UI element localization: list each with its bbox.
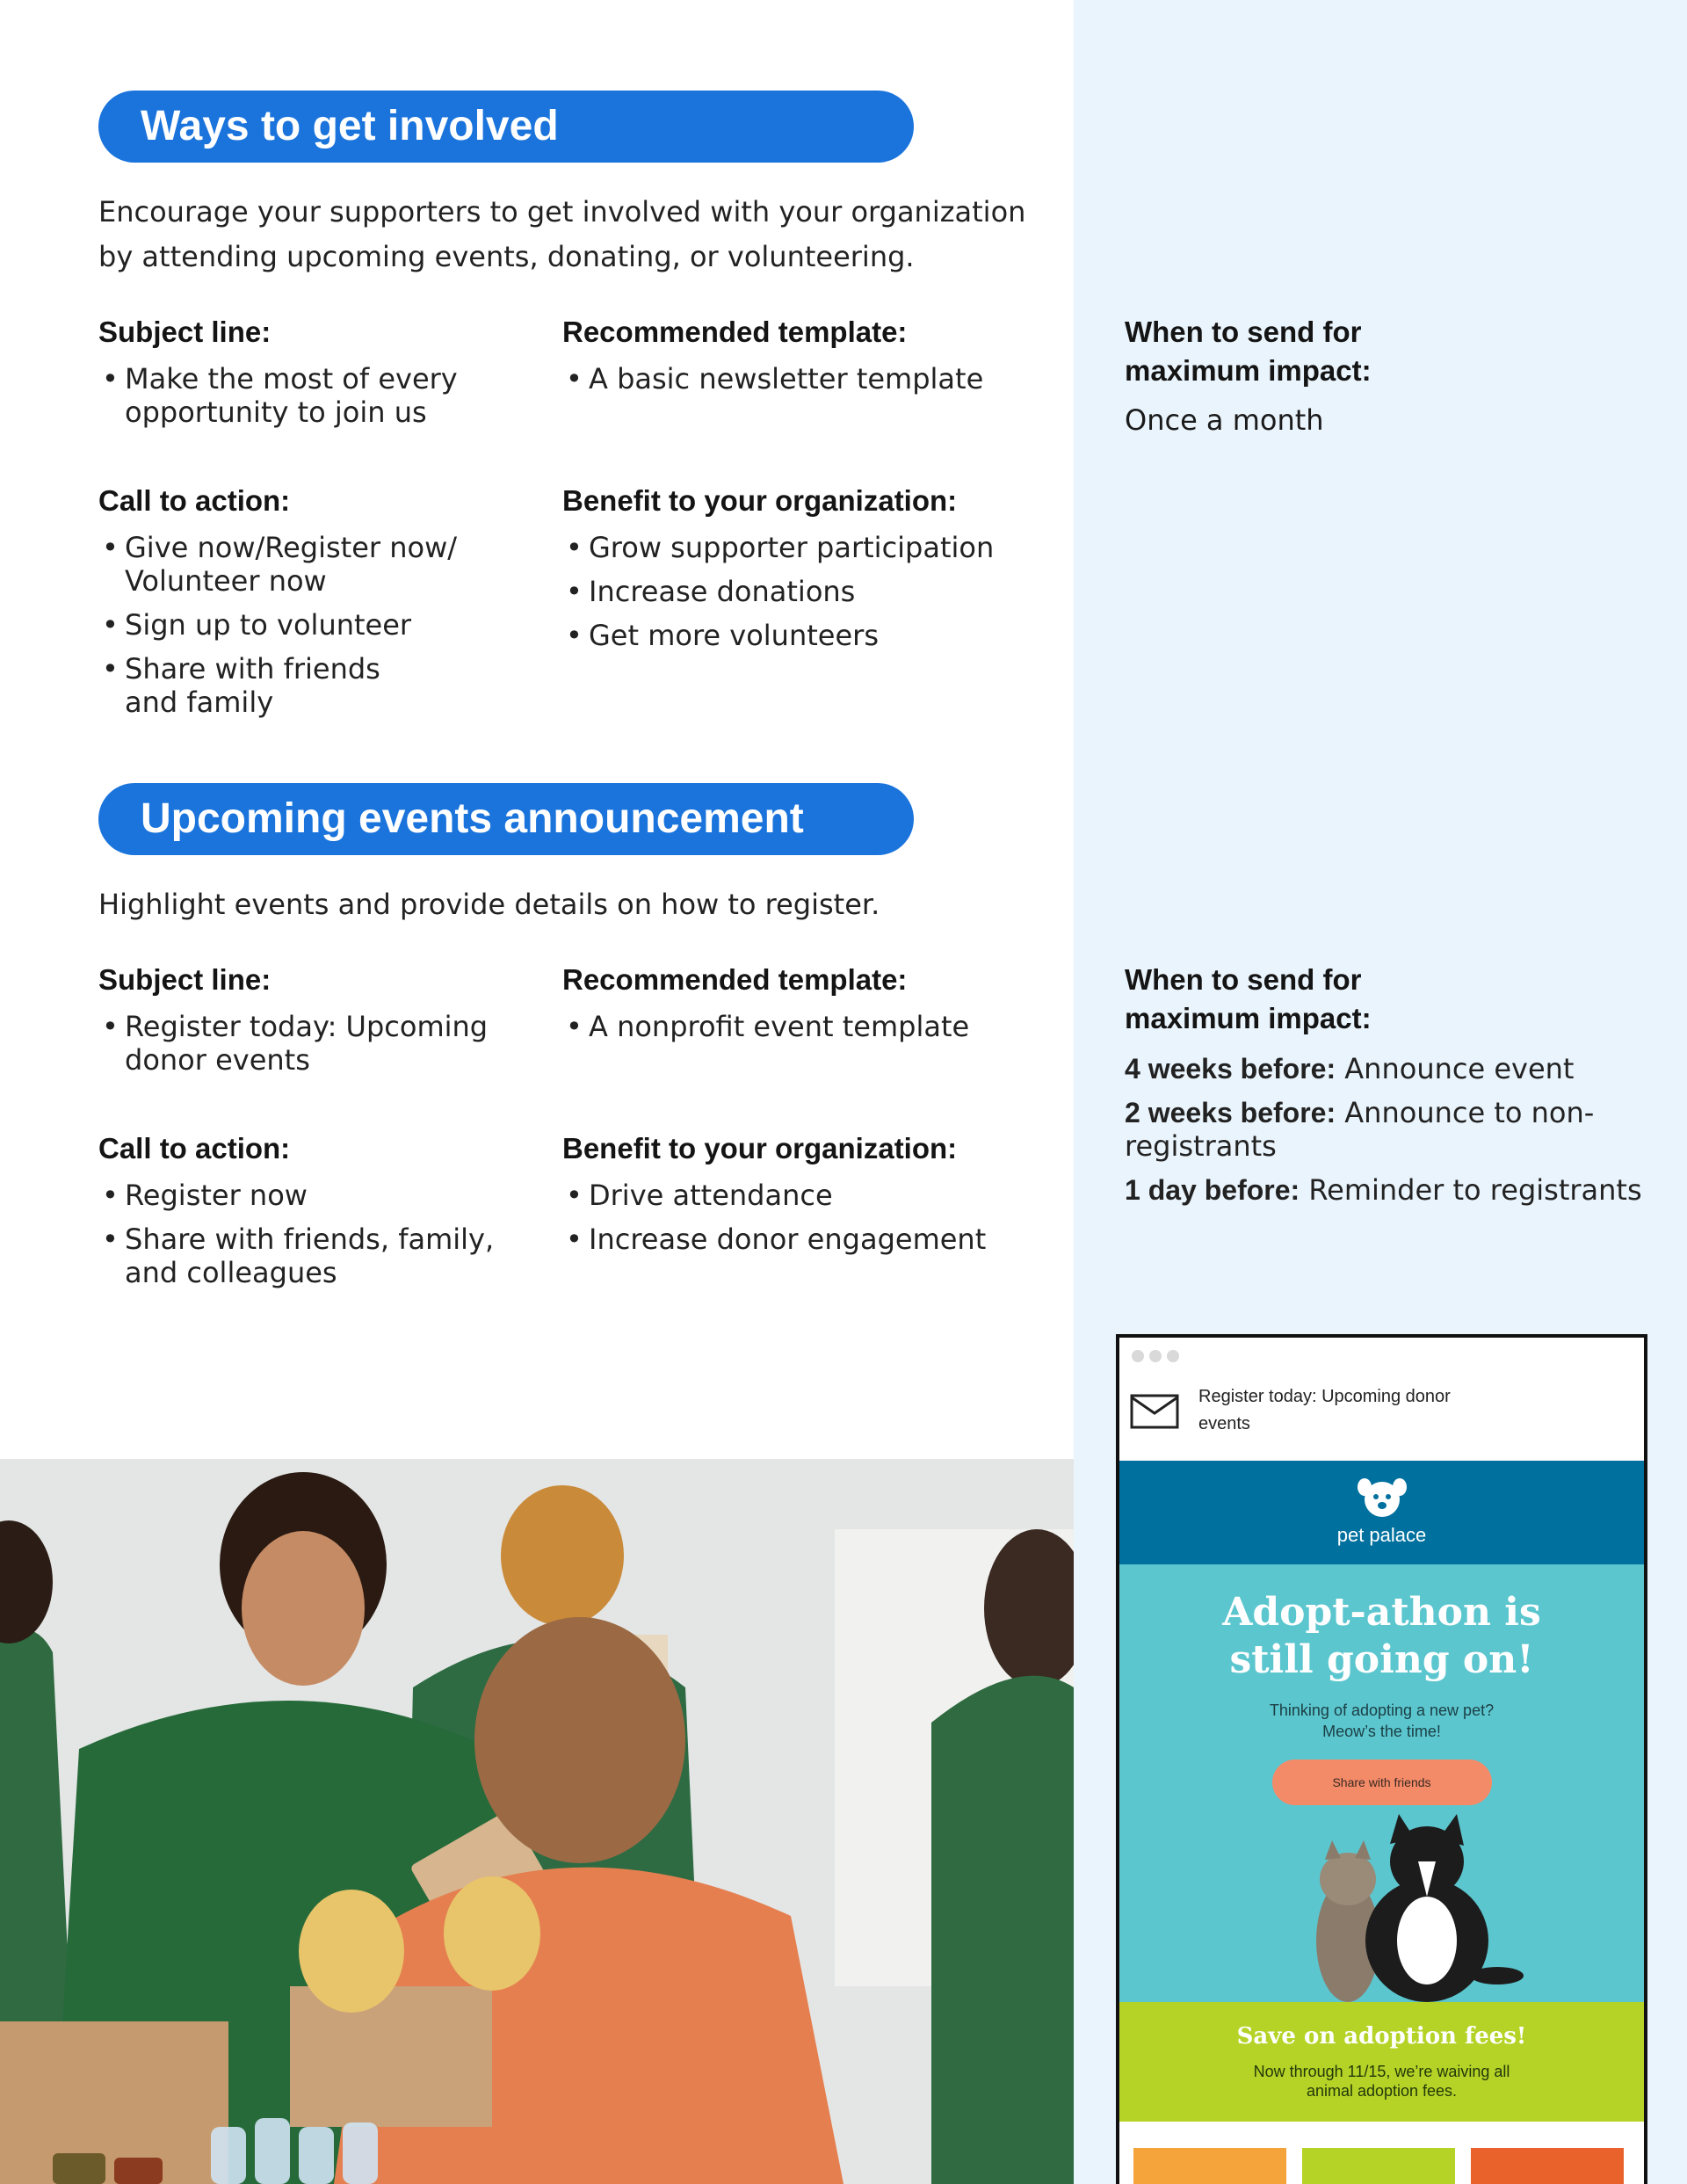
list-item: • A nonprofit event template xyxy=(562,1010,1054,1043)
brand-name: pet palace xyxy=(1336,1524,1427,1546)
list-item: • Give now/Register now/ Volunteer now xyxy=(98,531,511,598)
pet-tile xyxy=(1302,2148,1455,2184)
when-to-send-block xyxy=(1125,961,1652,1217)
call-to-action-block xyxy=(98,482,511,729)
subject-line-block xyxy=(98,961,511,1087)
call-to-action-heading: Call to action: xyxy=(98,1132,291,1165)
email-preview xyxy=(1116,1334,1647,2184)
when-to-send-block xyxy=(1125,313,1652,439)
pet-tile xyxy=(1471,2148,1624,2184)
benefit-heading: Benefit to your organization: xyxy=(562,1132,958,1165)
envelope-icon xyxy=(1130,1394,1179,1429)
promo-banner xyxy=(1119,2002,1644,2122)
call-to-action-heading: Call to action: xyxy=(98,484,291,517)
schedule-label: 1 day before: xyxy=(1125,1174,1300,1206)
call-to-action-block xyxy=(98,1129,511,1300)
subject-line-block xyxy=(98,313,511,439)
when-to-send-heading: When to send for maximum impact: xyxy=(1125,316,1372,387)
benefit-heading: Benefit to your organization: xyxy=(562,484,958,517)
schedule-label: 4 weeks before: xyxy=(1125,1053,1336,1085)
pets-illustration xyxy=(1295,1809,1524,2002)
list-item: • Increase donations xyxy=(562,575,1054,608)
promo-text: Now through 11/15, we’re waiving all animal adoption fees. xyxy=(1253,2063,1510,2100)
section-title-upcoming-events: Upcoming events announcement xyxy=(98,783,914,855)
list-item: • Sign up to volunteer xyxy=(98,608,511,642)
subject-line-heading: Subject line: xyxy=(98,316,272,348)
list-item: • Get more volunteers xyxy=(562,619,1054,652)
brand-header xyxy=(1119,1461,1644,1564)
schedule-text: Announce to non-registrants xyxy=(1125,1096,1595,1163)
volunteers-illustration xyxy=(0,1459,1074,2184)
list-item: • Share with friends, family, and colleagues xyxy=(98,1223,511,1289)
list-item: • Share with friends and family xyxy=(98,652,397,719)
section-title-ways-to-get-involved: Ways to get involved xyxy=(98,91,914,163)
paw-logo-icon xyxy=(1357,1475,1408,1520)
hero-banner xyxy=(1119,1564,1644,2002)
benefit-block xyxy=(562,1129,1054,1266)
schedule-text: Announce event xyxy=(1344,1052,1575,1085)
list-item: • Drive attendance xyxy=(562,1179,1054,1212)
recommended-template-heading: Recommended template: xyxy=(562,316,908,348)
list-item: • Increase donor engagement xyxy=(562,1223,1054,1256)
volunteers-photo xyxy=(0,1459,1074,2184)
share-with-friends-button[interactable]: Share with friends xyxy=(1272,1760,1492,1805)
schedule-text: Reminder to registrants xyxy=(1308,1173,1642,1207)
list-item: • Make the most of every opportunity to join us xyxy=(98,362,511,429)
schedule-item xyxy=(1125,1052,1652,1085)
email-subject: Register today: Upcoming donor events xyxy=(1198,1387,1451,1433)
pet-tiles xyxy=(1119,2122,1644,2184)
list-item: • A basic newsletter template xyxy=(562,362,1054,395)
pet-tile xyxy=(1133,2148,1286,2184)
recommended-template-block xyxy=(562,313,1054,406)
send-frequency: Once a month xyxy=(1125,403,1324,437)
schedule-item xyxy=(1125,1173,1652,1207)
list-item: • Register now xyxy=(98,1179,511,1212)
subject-line-heading: Subject line: xyxy=(98,963,272,996)
recommended-template-block xyxy=(562,961,1054,1054)
schedule-label: 2 weeks before: xyxy=(1125,1097,1336,1128)
benefit-block xyxy=(562,482,1054,663)
list-item: • Grow supporter participation xyxy=(562,531,1054,564)
list-item: • Register today: Upcoming donor events xyxy=(98,1010,511,1077)
hero-tagline: Thinking of adopting a new pet? Meow’s the time! xyxy=(1269,1701,1495,1740)
schedule-item xyxy=(1125,1096,1652,1163)
section-intro: Highlight events and provide details on how to register. xyxy=(98,888,880,921)
window-dots xyxy=(1132,1350,1179,1362)
recommended-template-heading: Recommended template: xyxy=(562,963,908,996)
section-intro: Encourage your supporters to get involved with your organization by attending upcoming events, donating, or volunteering. xyxy=(98,195,1026,273)
hero-headline: Adopt-athon is still going on! xyxy=(1222,1590,1541,1682)
when-to-send-heading: When to send for maximum impact: xyxy=(1125,963,1372,1034)
promo-title: Save on adoption fees! xyxy=(1236,2023,1527,2050)
